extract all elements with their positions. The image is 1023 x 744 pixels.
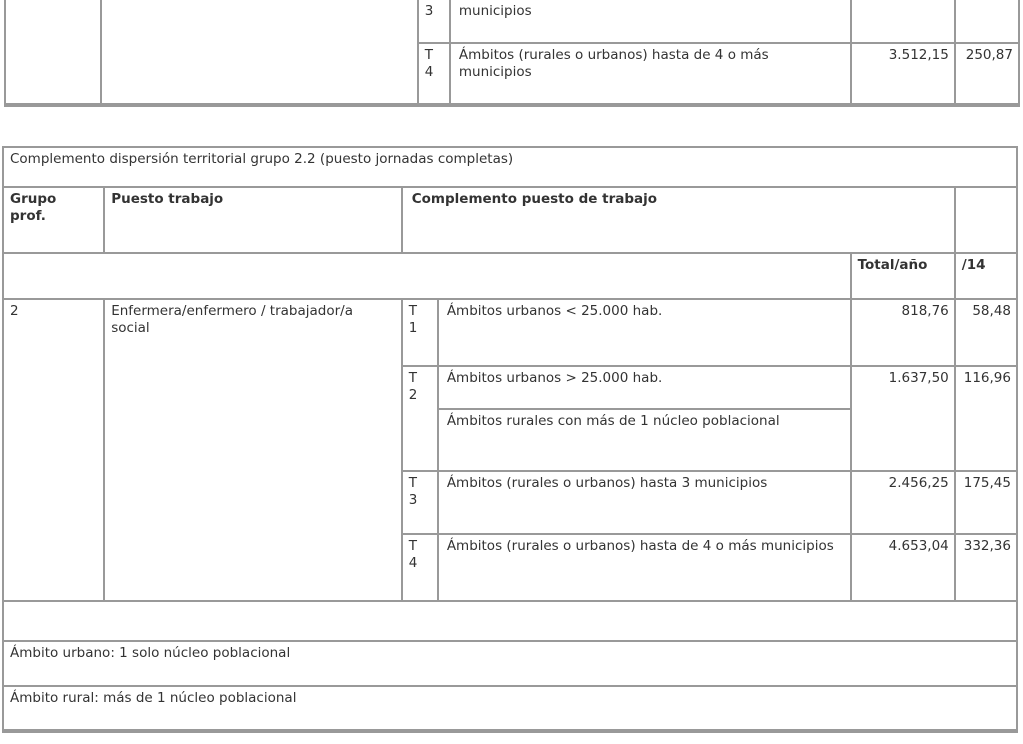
per14-cell: 116,96 — [955, 366, 1017, 471]
header-per14: /14 — [955, 253, 1017, 299]
tier-label: T 3 — [408, 475, 418, 508]
desc-cell: Ámbitos urbanos < 25.000 hab. — [438, 299, 851, 366]
dispersion-territorial-table — [2, 146, 1018, 733]
footnote-row — [3, 686, 1017, 731]
total-cell: 1.637,50 — [851, 366, 955, 471]
desc-cell — [450, 0, 851, 43]
per14-cell — [955, 0, 1019, 43]
header-complemento: Complemento puesto de trabajo — [402, 187, 955, 253]
total-cell — [851, 0, 955, 43]
tier-label: T 2 — [408, 370, 418, 403]
total-cell: 4.653,04 — [851, 534, 955, 601]
total-cell: 818,76 — [851, 299, 955, 366]
spacer-row — [3, 601, 1017, 641]
tier-cell — [418, 43, 450, 105]
table-header-row — [3, 187, 1017, 253]
desc-cell: Ámbitos urbanos > 25.000 hab. — [438, 366, 851, 409]
table-row — [3, 299, 1017, 366]
desc-cell — [438, 409, 851, 471]
footnote-rural: Ámbito rural: más de 1 núcleo poblacional — [3, 686, 1017, 731]
header-total-ano: Total/año — [851, 253, 955, 299]
spacer-cell — [3, 601, 1017, 641]
total-cell: 3.512,15 — [851, 43, 955, 105]
tier-label: T 4 — [408, 538, 418, 571]
footnote-urban: Ámbito urbano: 1 solo núcleo poblacional — [3, 641, 1017, 686]
total-cell: 2.456,25 — [851, 471, 955, 534]
tier-cell — [418, 0, 450, 43]
per14-cell: 58,48 — [955, 299, 1017, 366]
tier-cell — [402, 366, 438, 471]
subheader-empty — [3, 253, 851, 299]
previous-group-table — [4, 0, 1020, 107]
per14-cell: 250,87 — [955, 43, 1019, 105]
header-puesto: Puesto trabajo — [104, 187, 402, 253]
table-title-row — [3, 147, 1017, 187]
tier-cell — [402, 471, 438, 534]
tier-cell — [402, 299, 438, 366]
header-grupo — [3, 187, 104, 253]
table-title: Complemento dispersión territorial grupo 2.2 (puesto jornadas completas) — [3, 147, 1017, 187]
desc-text: Ámbitos (rurales o urbanos) hasta de 4 o más municipios — [458, 47, 769, 80]
tier-label: T 1 — [408, 303, 418, 336]
table-subheader-row — [3, 253, 1017, 299]
desc-cell: Ámbitos (rurales o urbanos) hasta 3 municipios — [438, 471, 851, 534]
per14-cell: 175,45 — [955, 471, 1017, 534]
tier-label: 3 — [424, 3, 434, 19]
desc-text: municipios — [458, 3, 532, 19]
header-empty — [955, 187, 1017, 253]
footnote-row — [3, 641, 1017, 686]
puesto-cell: Enfermera/enfermero / trabajador/a social — [104, 299, 402, 601]
table-row — [5, 0, 1019, 43]
tier-cell — [402, 534, 438, 601]
puesto-cell-empty — [101, 0, 418, 105]
grupo-cell: 2 — [3, 299, 104, 601]
tier-label: T 4 — [424, 47, 434, 80]
desc-cell — [450, 43, 851, 105]
desc-text: Ámbitos rurales con más de 1 núcleo poblacional — [446, 413, 780, 429]
grupo-cell-empty — [5, 0, 101, 105]
desc-cell: Ámbitos (rurales o urbanos) hasta de 4 o más municipios — [438, 534, 851, 601]
per14-cell: 332,36 — [955, 534, 1017, 601]
header-grupo-label: Grupo prof. — [10, 191, 57, 224]
